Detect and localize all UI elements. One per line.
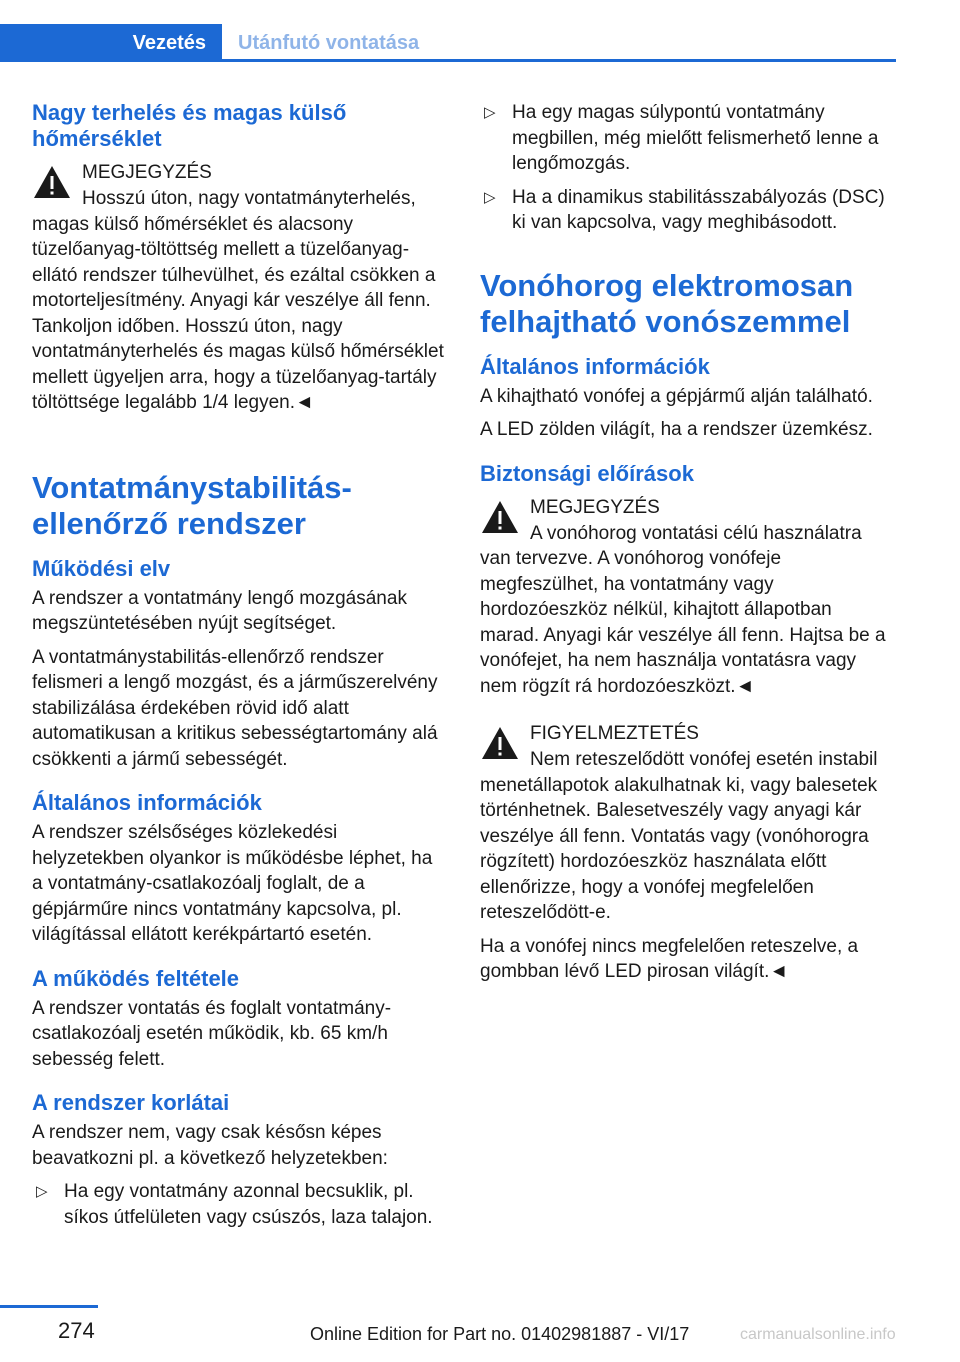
section-title-mukodesi-elv: Működési elv (32, 555, 171, 581)
list-item (32, 1179, 448, 1230)
limitations-list (32, 1179, 448, 1230)
chapter-title-vonohorog: Vonóhorog elektromosan felhajtható vonószemmel (480, 267, 854, 339)
warning-note-1 (32, 160, 448, 416)
limitations-list-cont (480, 100, 896, 236)
paragraph: A LED zölden világít, ha a rendszer üzemkész. (480, 419, 873, 440)
left-column (32, 100, 448, 1238)
paragraph: Ha a vonófej nincs megfelelően reteszelve, a gombban lévő LED pirosan világít.◄ (480, 935, 859, 982)
watermark: carmanualsonline.info (740, 1326, 896, 1343)
chapter-title-vontatmany: Vontatmánystabilitás-ellenőrző rendszer (32, 469, 352, 541)
paragraph: A rendszer a vontatmány lengő mozgásának megszüntetésében nyújt segítséget. (32, 587, 407, 634)
warning-label: MEGJEGYZÉS (82, 162, 212, 183)
paragraph: A vontatmánystabilitás-ellenőrző rendszer felismeri a lengő mozgást, és a járműszerelvény stabilizálása érdekében rövid idő alatt automatikusan a kritikus sebességtartomány alá csökkenti a jármű sebességét. (32, 646, 438, 770)
triangle-bullet-icon: ▷ (36, 1183, 48, 1200)
paragraph: A rendszer szélsőséges közlekedési helyzetekben olyankor is működésbe léphet, ha a vontatmány-csatlakozóalj foglalt, de a gépjárműre nincs vontatmány kapcsolva, pl. világítással ellátott kerékpártartó esetén. (32, 822, 433, 945)
warning-text: Nem reteszelődött vonófej esetén instabil menetállapotok alakulhatnak ki, vagy balesetek történhetnek. Balesetveszély vagy anyagi kár veszélye áll fenn. Vontatás vagy (vonóhorogra rögzített) hordozóeszköz használata előtt ellenőrizze, hogy a vonófej megfelelően reteszelődött-e. (480, 749, 878, 923)
warning-label: MEGJEGYZÉS (530, 496, 660, 518)
paragraph: A kihajtható vonófej a gépjármű alján található. (480, 385, 873, 407)
warning-text: A vonóhorog vontatási célú használatra van tervezve. A vonóhorog vonófeje megfeszülhet, ha vontatmány vagy hordozóeszköz nélkül, kihajtott állapotban marad. Anyagi kár veszélye áll fenn. Hajtsa be a vonófejet, ha nem használja vontatásra vagy nem rögzít rá hordozóeszközt.◄ (480, 522, 886, 697)
warning-triangle-icon (480, 725, 520, 761)
paragraph: A rendszer vontatás és foglalt vontatmány-csatlakozóalj esetén működik, kb. 65 km/h sebesség felett. (32, 997, 392, 1070)
list-item-text: Ha egy vontatmány azonnal becsuklik, pl. síkos útfelületen vagy csúszós, laza talajon. (64, 1181, 433, 1228)
header-tab-vezetes: Vezetés (0, 24, 222, 62)
warning-note-3 (480, 721, 896, 926)
right-column (480, 100, 896, 993)
triangle-bullet-icon: ▷ (484, 188, 496, 206)
list-item (480, 185, 896, 236)
section-title-mukodes-feltetele: A működés feltétele (32, 965, 240, 991)
section-title-korlatai: A rendszer korlátai (32, 1090, 230, 1115)
list-item-text: Ha a dinamikus stabilitásszabályozás (DSC) ki van kapcsolva, vagy meghibásodott. (512, 186, 885, 233)
header-rule (222, 59, 896, 62)
page-header (0, 24, 896, 62)
page-number: 274 (58, 1318, 95, 1343)
section-title-altalanos: Általános információk (32, 790, 262, 815)
section-title-altalanos-right: Általános információk (480, 353, 710, 379)
section-title-biztonsagi: Biztonsági előírások (480, 460, 694, 486)
warning-triangle-icon (480, 499, 520, 535)
warning-triangle-icon (32, 164, 72, 200)
warning-note-2 (480, 495, 896, 700)
triangle-bullet-icon: ▷ (484, 104, 496, 121)
warning-text: Hosszú úton, nagy vontatmányterhelés, magas külső hőmérséklet és alacsony tüzelőanyag-töltöttség mellett a tüzelőanyag-ellátó rendszer túlhevülhet, és ezáltal csökken a motorteljesítmény. Anyagi kár veszélye áll fenn. Tankoljon időben. Hosszú úton, nagy vontatmányterhelés és magas külső hőmérséklet mellett ügyeljen arra, hogy a tüzelőanyag-tartály töltöttsége legalább 1/4 legyen.◄ (32, 188, 444, 413)
paragraph: A rendszer nem, vagy csak késősn képes beavatkozni pl. a következő helyzetekben: (32, 1122, 388, 1169)
list-item (480, 100, 896, 177)
warning-label: FIGYELMEZTETÉS (530, 723, 699, 744)
edition-text: Online Edition for Part no. 01402981887 - VI/17 (310, 1324, 690, 1344)
header-tab-utanfuto: Utánfutó vontatása (238, 31, 420, 54)
section-title-nagy-terheles: Nagy terhelés és magas külső hőmérséklet (32, 100, 347, 151)
footer-rule (0, 1305, 98, 1308)
list-item-text: Ha egy magas súlypontú vontatmány megbillen, még mielőtt felismerhető lenne a lengőmozgás. (512, 102, 879, 174)
